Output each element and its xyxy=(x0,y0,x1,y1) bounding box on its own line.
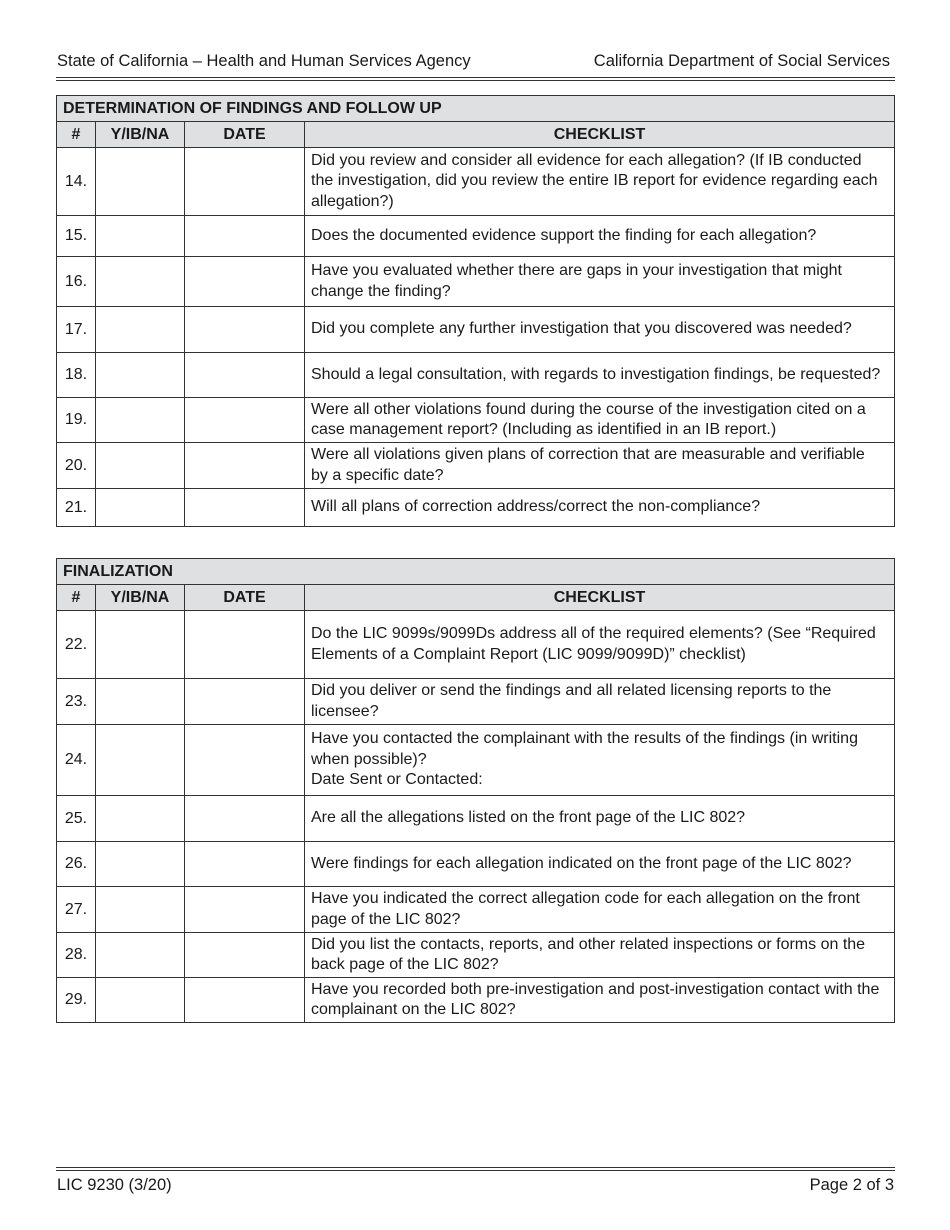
answer-cell[interactable] xyxy=(96,679,185,725)
checklist-question-text: Have you contacted the complainant with the results of the findings (in writing when possible)? xyxy=(311,730,858,768)
item-number: 20. xyxy=(57,443,96,489)
table-row xyxy=(57,257,895,307)
table-row xyxy=(57,148,895,216)
table-row xyxy=(57,307,895,353)
date-cell[interactable] xyxy=(185,148,305,216)
item-number: 28. xyxy=(57,933,96,978)
footer-rule-top xyxy=(56,1167,895,1168)
date-cell[interactable] xyxy=(185,257,305,307)
checklist-question: Do the LIC 9099s/9099Ds address all of the required elements? (See “Required Elements of a Complaint Report (LIC 9099/9099D)” checklist) xyxy=(305,611,895,679)
column-header-number: # xyxy=(57,122,96,148)
date-cell[interactable] xyxy=(185,489,305,527)
table-row xyxy=(57,796,895,842)
table-row xyxy=(57,978,895,1023)
date-cell[interactable] xyxy=(185,842,305,887)
item-number: 18. xyxy=(57,353,96,398)
column-header-checklist: CHECKLIST xyxy=(305,122,895,148)
item-number: 26. xyxy=(57,842,96,887)
table-row xyxy=(57,398,895,443)
answer-cell[interactable] xyxy=(96,796,185,842)
answer-cell[interactable] xyxy=(96,148,185,216)
date-cell[interactable] xyxy=(185,398,305,443)
section-title-finalization: FINALIZATION xyxy=(57,559,895,585)
footer-rule-bottom xyxy=(56,1170,895,1171)
table-row xyxy=(57,489,895,527)
header-agency: State of California – Health and Human Services Agency xyxy=(57,52,471,70)
date-cell[interactable] xyxy=(185,679,305,725)
answer-cell[interactable] xyxy=(96,978,185,1023)
table-row xyxy=(57,842,895,887)
date-cell[interactable] xyxy=(185,796,305,842)
checklist-question: Will all plans of correction address/correct the non-compliance? xyxy=(305,489,895,527)
table-row xyxy=(57,887,895,933)
column-header-date: DATE xyxy=(185,122,305,148)
answer-cell[interactable] xyxy=(96,887,185,933)
date-sent-label: Date Sent or Contacted: xyxy=(311,771,483,789)
item-number: 14. xyxy=(57,148,96,216)
date-cell[interactable] xyxy=(185,216,305,257)
answer-cell[interactable] xyxy=(96,933,185,978)
item-number: 16. xyxy=(57,257,96,307)
table-row xyxy=(57,933,895,978)
item-number: 17. xyxy=(57,307,96,353)
checklist-question: Were findings for each allegation indicated on the front page of the LIC 802? xyxy=(305,842,895,887)
date-cell[interactable] xyxy=(185,978,305,1023)
item-number: 15. xyxy=(57,216,96,257)
checklist-question: Have you indicated the correct allegation code for each allegation on the front page of the LIC 802? xyxy=(305,887,895,933)
checklist-question: Were all other violations found during the course of the investigation cited on a case management report? (Including as identified in an IB report.) xyxy=(305,398,895,443)
finalization-table xyxy=(56,558,895,1023)
checklist-question: Did you review and consider all evidence for each allegation? (If IB conducted the investigation, did you review the entire IB report for evidence regarding each allegation?) xyxy=(305,148,895,216)
column-header-answer: Y/IB/NA xyxy=(96,122,185,148)
checklist-question: Should a legal consultation, with regards to investigation findings, be requested? xyxy=(305,353,895,398)
table-row xyxy=(57,216,895,257)
answer-cell[interactable] xyxy=(96,257,185,307)
item-number: 27. xyxy=(57,887,96,933)
checklist-question: Are all the allegations listed on the front page of the LIC 802? xyxy=(305,796,895,842)
header-rule-bottom xyxy=(56,80,895,81)
header-department: California Department of Social Services xyxy=(593,52,890,70)
answer-cell[interactable] xyxy=(96,611,185,679)
answer-cell[interactable] xyxy=(96,353,185,398)
form-number: LIC 9230 (3/20) xyxy=(57,1176,172,1194)
table-row xyxy=(57,353,895,398)
answer-cell[interactable] xyxy=(96,842,185,887)
item-number: 19. xyxy=(57,398,96,443)
section-title-determination: DETERMINATION OF FINDINGS AND FOLLOW UP xyxy=(57,96,895,122)
date-cell[interactable] xyxy=(185,307,305,353)
checklist-question: Did you complete any further investigation that you discovered was needed? xyxy=(305,307,895,353)
checklist-question: Did you list the contacts, reports, and other related inspections or forms on the back page of the LIC 802? xyxy=(305,933,895,978)
checklist-question xyxy=(305,725,895,796)
column-header-checklist: CHECKLIST xyxy=(305,585,895,611)
answer-cell[interactable] xyxy=(96,443,185,489)
determination-table xyxy=(56,95,895,527)
column-header-number: # xyxy=(57,585,96,611)
date-cell[interactable] xyxy=(185,353,305,398)
date-cell[interactable] xyxy=(185,933,305,978)
item-number: 29. xyxy=(57,978,96,1023)
date-cell[interactable] xyxy=(185,725,305,796)
table-row xyxy=(57,611,895,679)
column-header-date: DATE xyxy=(185,585,305,611)
item-number: 24. xyxy=(57,725,96,796)
table-row xyxy=(57,443,895,489)
checklist-question: Did you deliver or send the findings and all related licensing reports to the licensee? xyxy=(305,679,895,725)
answer-cell[interactable] xyxy=(96,307,185,353)
date-cell[interactable] xyxy=(185,887,305,933)
answer-cell[interactable] xyxy=(96,398,185,443)
table-row xyxy=(57,725,895,796)
answer-cell[interactable] xyxy=(96,216,185,257)
answer-cell[interactable] xyxy=(96,489,185,527)
item-number: 21. xyxy=(57,489,96,527)
checklist-question: Does the documented evidence support the finding for each allegation? xyxy=(305,216,895,257)
column-header-answer: Y/IB/NA xyxy=(96,585,185,611)
page-number: Page 2 of 3 xyxy=(809,1176,894,1194)
item-number: 22. xyxy=(57,611,96,679)
checklist-question: Were all violations given plans of correction that are measurable and verifiable by a specific date? xyxy=(305,443,895,489)
answer-cell[interactable] xyxy=(96,725,185,796)
item-number: 25. xyxy=(57,796,96,842)
checklist-question: Have you evaluated whether there are gaps in your investigation that might change the finding? xyxy=(305,257,895,307)
header-rule-top xyxy=(56,77,895,78)
date-cell[interactable] xyxy=(185,611,305,679)
checklist-question: Have you recorded both pre-investigation and post-investigation contact with the complainant on the LIC 802? xyxy=(305,978,895,1023)
table-row xyxy=(57,679,895,725)
item-number: 23. xyxy=(57,679,96,725)
date-cell[interactable] xyxy=(185,443,305,489)
